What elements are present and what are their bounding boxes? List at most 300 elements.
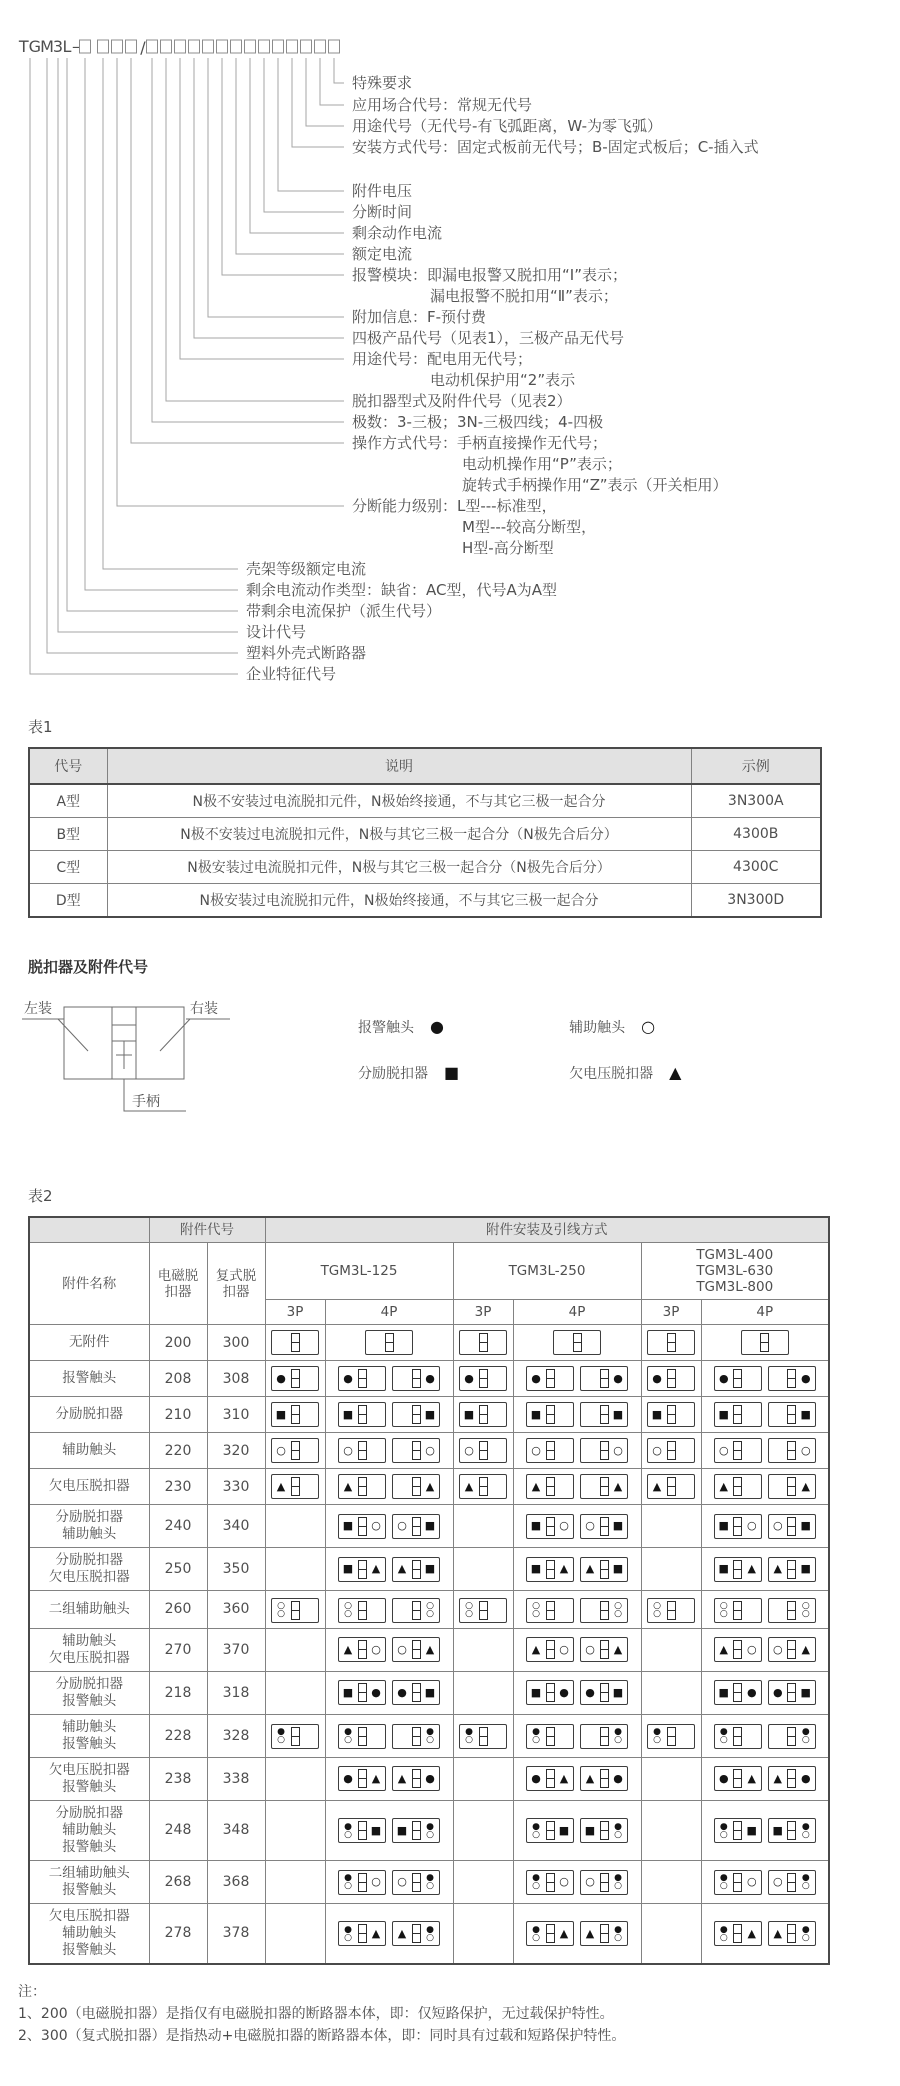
undervoltage-release-symbol: ▲ — [371, 1771, 381, 1785]
mini-breaker-diagram — [392, 1818, 440, 1843]
composite-code-cell: 370 — [207, 1628, 265, 1671]
mini-breaker-diagram — [392, 1637, 440, 1662]
breaker-handle-glyph — [733, 1517, 742, 1536]
mini-breaker-diagram — [459, 1330, 507, 1355]
diagram-group — [526, 1637, 628, 1662]
mini-breaker-diagram — [526, 1637, 574, 1662]
connector-line — [208, 58, 344, 317]
breaker-handle-glyph — [667, 1333, 676, 1352]
auxiliary-contact-symbol: ○ — [653, 1735, 661, 1746]
composite-code-cell: 348 — [207, 1800, 265, 1860]
auxiliary-contact-symbol: ○ — [614, 1881, 622, 1892]
p3-diagram-cell — [641, 1591, 701, 1629]
table2-row — [29, 1591, 829, 1629]
designation-label: 剩余动作电流 — [352, 224, 443, 242]
mini-breaker-diagram — [271, 1724, 319, 1749]
alarm-contact-symbol: ● — [614, 1821, 622, 1832]
diagram-group — [714, 1402, 816, 1427]
auxiliary-contact-symbol: ○ — [719, 1881, 728, 1892]
p3-diagram-cell — [453, 1433, 513, 1469]
shunt-release-symbol: ■ — [342, 1407, 354, 1421]
breaker-handle-glyph — [600, 1369, 609, 1388]
breaker-handle-glyph — [787, 1873, 796, 1892]
electromagnetic-code-cell: 218 — [149, 1671, 207, 1714]
designation-label: 用途代号（无代号-有飞弧距离，W-为零飞弧） — [352, 117, 663, 135]
undervoltage-release-symbol: ▲ — [585, 1562, 595, 1575]
breaker-handle-glyph — [600, 1769, 609, 1788]
p3-diagram-cell — [641, 1860, 701, 1903]
accessory-name-cell: 欠电压脱扣器 — [29, 1469, 149, 1505]
alarm-contact-symbol: ● — [614, 1873, 622, 1884]
diagram-group — [338, 1818, 440, 1843]
breaker-handle-glyph — [412, 1369, 421, 1388]
electromagnetic-code-cell: 220 — [149, 1433, 207, 1469]
alarm-contact-symbol: ● — [343, 1771, 353, 1785]
mini-breaker-diagram — [392, 1870, 440, 1895]
model-digit-box — [259, 40, 270, 53]
pole-count-header-3p: 3P — [265, 1300, 325, 1325]
designation-label: 极数：3-三极；3N-三极四线；4-四极 — [352, 413, 604, 431]
auxiliary-contact-symbol: ○ — [653, 1609, 661, 1619]
breaker-handle-glyph — [733, 1369, 742, 1388]
auxiliary-contact-symbol: ○ — [719, 1932, 728, 1943]
p3-diagram-cell — [453, 1757, 513, 1800]
mini-breaker-diagram — [338, 1818, 386, 1843]
breaker-handle-glyph — [667, 1405, 676, 1424]
p3-diagram-cell — [641, 1671, 701, 1714]
mini-breaker-diagram — [271, 1330, 319, 1355]
breaker-handle-glyph — [546, 1405, 555, 1424]
undervoltage-release-symbol: ▲ — [559, 1562, 569, 1575]
p3-diagram-cell — [265, 1361, 325, 1397]
p4-diagram-cell — [701, 1469, 829, 1505]
mini-breaker-diagram — [338, 1724, 386, 1749]
auxiliary-contact-symbol: ○ — [531, 1443, 541, 1457]
note-item: 2、300（复式脱扣器）是指热动+电磁脱扣器的断路器本体，即：同时具有过载和短路保护特性。 — [18, 2027, 626, 2044]
diagram-group — [714, 1680, 816, 1705]
p3-diagram-cell — [641, 1397, 701, 1433]
shunt-release-symbol: ■ — [530, 1685, 542, 1699]
auxiliary-contact-symbol: ○ — [772, 1875, 783, 1889]
auxiliary-contact-symbol: ○ — [746, 1642, 757, 1656]
designation-label: M型---较高分断型， — [462, 518, 597, 536]
auxiliary-contact-symbol: ○ — [559, 1642, 569, 1656]
connector-line — [264, 58, 344, 212]
diagram-group — [647, 1366, 695, 1391]
auxiliary-contact-symbol: ○ — [614, 1932, 622, 1943]
mini-breaker-diagram — [580, 1724, 628, 1749]
auxiliary-contact-symbol: ○ — [801, 1881, 810, 1892]
shunt-release-symbol: ■ — [463, 1407, 475, 1421]
shunt-release-symbol: ■ — [718, 1519, 729, 1532]
diagram-group — [271, 1366, 319, 1391]
accessory-name-cell: 欠电压脱扣器 辅助触头 报警触头 — [29, 1903, 149, 1964]
undervoltage-release-symbol: ▲ — [613, 1642, 623, 1656]
alarm-contact-symbol: ● — [532, 1727, 540, 1738]
accessory-name-cell: 报警触头 — [29, 1361, 149, 1397]
auxiliary-contact-symbol: ○ — [614, 1735, 622, 1746]
diagram-group — [338, 1402, 440, 1427]
breaker-handle-glyph — [412, 1727, 421, 1746]
p3-diagram-cell — [265, 1757, 325, 1800]
p3-diagram-cell — [453, 1860, 513, 1903]
auxiliary-contact-symbol: ○ — [613, 1443, 623, 1457]
breaker-handle-glyph — [358, 1769, 367, 1788]
alarm-contact-symbol: ● — [371, 1685, 381, 1699]
p4-diagram-cell — [513, 1548, 641, 1591]
p3-diagram-cell — [453, 1325, 513, 1361]
mini-breaker-diagram — [392, 1366, 440, 1391]
frame-size-header: TGM3L-250 — [453, 1243, 641, 1300]
p3-diagram-cell — [265, 1591, 325, 1629]
accessory-name-cell: 无附件 — [29, 1325, 149, 1361]
mini-breaker-diagram — [768, 1680, 816, 1705]
pole-count-header-4p: 4P — [701, 1300, 829, 1325]
shunt-release-symbol: ■ — [800, 1519, 811, 1532]
connector-line — [30, 58, 238, 674]
shunt-release-symbol: ■ — [558, 1823, 570, 1837]
undervoltage-release-symbol: ▲ — [801, 1642, 810, 1656]
model-prefix-char: L — [62, 37, 72, 56]
mini-breaker-diagram — [338, 1637, 386, 1662]
shunt-release-symbol: ■ — [530, 1562, 542, 1575]
electromagnetic-code-cell: 208 — [149, 1361, 207, 1397]
p4-diagram-cell — [513, 1469, 641, 1505]
p4-diagram-cell — [513, 1361, 641, 1397]
auxiliary-contact-symbol: ○ — [532, 1881, 540, 1892]
electromagnetic-code-cell: 230 — [149, 1469, 207, 1505]
connector-line — [180, 58, 344, 359]
accessory-name-cell: 分励脱扣器 辅助触头 报警触头 — [29, 1800, 149, 1860]
mini-breaker-diagram — [526, 1366, 574, 1391]
connector-line — [117, 58, 344, 506]
mini-breaker-diagram — [526, 1402, 574, 1427]
undervoltage-release-symbol: ▲ — [559, 1771, 569, 1785]
p3-diagram-cell — [265, 1433, 325, 1469]
model-dash: – — [72, 37, 80, 56]
auxiliary-contact-symbol: ○ — [277, 1609, 285, 1619]
table2-row — [29, 1325, 829, 1361]
notes-title: 注： — [18, 1983, 46, 2000]
accessory-name-header: 附件名称 — [29, 1243, 149, 1325]
mini-breaker-diagram — [580, 1474, 628, 1499]
designation-label: H型-高分断型 — [462, 539, 554, 557]
connector-line — [334, 58, 344, 83]
shunt-release-symbol: ■ — [424, 1407, 436, 1421]
p3-diagram-cell — [453, 1671, 513, 1714]
mini-breaker-diagram — [714, 1598, 762, 1623]
auxiliary-contact-symbol: ○ — [277, 1735, 285, 1746]
breaker-handle-glyph — [479, 1601, 488, 1620]
table1-column-header: 说明 — [107, 748, 691, 784]
table2-row — [29, 1397, 829, 1433]
diagram-group — [338, 1366, 440, 1391]
mini-breaker-diagram — [392, 1402, 440, 1427]
mini-breaker-diagram — [526, 1766, 574, 1791]
auxiliary-contact-symbol: ○ — [653, 1601, 661, 1611]
mini-breaker-diagram — [580, 1598, 628, 1623]
alarm-contact-symbol: ● — [532, 1873, 540, 1884]
diagram-group — [459, 1474, 507, 1499]
accessory-name-cell: 分励脱扣器 欠电压脱扣器 — [29, 1548, 149, 1591]
table2-row — [29, 1628, 829, 1671]
p4-diagram-cell — [513, 1433, 641, 1469]
p4-diagram-cell — [701, 1361, 829, 1397]
connector-line — [47, 58, 238, 653]
breaker-handle-glyph — [600, 1821, 609, 1840]
composite-code-cell: 350 — [207, 1548, 265, 1591]
breaker-handle-glyph — [412, 1640, 421, 1659]
diagram-group — [714, 1637, 816, 1662]
diagram-group — [714, 1724, 816, 1749]
breaker-handle-glyph — [787, 1601, 796, 1620]
mini-breaker-diagram — [459, 1724, 507, 1749]
mini-breaker-diagram — [271, 1598, 319, 1623]
designation-label: 脱扣器型式及附件代号（见表2） — [352, 392, 572, 410]
note-item: 1、200（电磁脱扣器）是指仅有电磁脱扣器的断路器本体，即：仅短路保护，无过载保护特性。 — [18, 2005, 614, 2022]
electromagnetic-code-cell: 250 — [149, 1548, 207, 1591]
accessory-name-cell: 分励脱扣器 — [29, 1397, 149, 1433]
breaker-handle-glyph — [733, 1405, 742, 1424]
mini-breaker-diagram — [714, 1366, 762, 1391]
table1-row — [29, 851, 821, 884]
diagram-group — [271, 1330, 319, 1355]
breaker-handle-glyph — [412, 1601, 421, 1620]
breaker-handle-glyph — [358, 1727, 367, 1746]
mini-breaker-diagram — [526, 1818, 574, 1843]
table1-header-row — [29, 748, 821, 784]
alarm-contact-symbol: ● — [614, 1727, 622, 1738]
table2-row — [29, 1361, 829, 1397]
shunt-release-symbol: ■ — [800, 1407, 811, 1421]
mini-breaker-diagram — [714, 1724, 762, 1749]
mini-breaker-diagram — [580, 1557, 628, 1582]
undervoltage-release-symbol: ▲ — [559, 1926, 569, 1940]
designation-label: 分断能力级别：L型---标准型， — [352, 497, 557, 515]
type-code-cell: C型 — [29, 851, 107, 884]
breaker-handle-glyph — [600, 1873, 609, 1892]
shunt-release-symbol: ■ — [718, 1407, 729, 1421]
shunt-release-symbol: ■ — [772, 1823, 783, 1837]
mini-breaker-diagram — [459, 1598, 507, 1623]
shunt-release-symbol: ■ — [396, 1823, 408, 1837]
breaker-handle-glyph — [291, 1441, 300, 1460]
undervoltage-release-symbol-icon: ▲ — [669, 1063, 682, 1082]
shunt-release-symbol: ■ — [424, 1685, 436, 1699]
symbol-legend — [358, 1017, 681, 1083]
breaker-handle-glyph — [733, 1873, 742, 1892]
shunt-release-symbol: ■ — [746, 1823, 757, 1837]
breaker-handle-glyph — [667, 1441, 676, 1460]
mini-breaker-diagram — [647, 1438, 695, 1463]
auxiliary-contact-symbol: ○ — [464, 1443, 474, 1457]
auxiliary-contact-symbol: ○ — [772, 1642, 783, 1656]
auxiliary-contact-symbol: ○ — [426, 1609, 434, 1619]
diagram-group — [647, 1474, 695, 1499]
diagram-group — [526, 1921, 628, 1946]
model-digit-box — [112, 40, 123, 53]
accessory-name-cell: 二组辅助触头 — [29, 1591, 149, 1629]
mini-breaker-diagram — [338, 1557, 386, 1582]
diagram-group — [338, 1474, 440, 1499]
accessory-section-heading: 脱扣器及附件代号 — [28, 958, 149, 976]
diagram-group — [714, 1474, 816, 1499]
breaker-handle-glyph — [412, 1873, 421, 1892]
undervoltage-release-symbol: ▲ — [464, 1479, 474, 1493]
auxiliary-contact-symbol-icon: ○ — [641, 1017, 656, 1036]
undervoltage-release-symbol: ▲ — [585, 1771, 595, 1785]
diagram-group — [459, 1402, 507, 1427]
auxiliary-contact-symbol: ○ — [746, 1875, 757, 1889]
composite-code-cell: 300 — [207, 1325, 265, 1361]
model-digit-box — [126, 40, 137, 53]
p4-diagram-cell — [513, 1903, 641, 1964]
breaker-handle-glyph — [412, 1477, 421, 1496]
mini-breaker-diagram — [526, 1438, 574, 1463]
auxiliary-contact-symbol: ○ — [343, 1443, 353, 1457]
mini-breaker-diagram — [714, 1557, 762, 1582]
handle-label: 手柄 — [132, 1094, 160, 1110]
undervoltage-release-symbol: ▲ — [371, 1562, 381, 1575]
alarm-contact-symbol: ● — [344, 1727, 352, 1738]
model-digit-box — [231, 40, 242, 53]
breaker-handle-glyph — [787, 1517, 796, 1536]
diagram-group — [714, 1766, 816, 1791]
table2-row — [29, 1433, 829, 1469]
undervoltage-release-symbol: ▲ — [425, 1642, 435, 1656]
mini-breaker-diagram — [768, 1402, 816, 1427]
breaker-handle-glyph — [479, 1333, 488, 1352]
auxiliary-contact-symbol: ○ — [425, 1443, 435, 1457]
mini-breaker-diagram — [580, 1438, 628, 1463]
alarm-contact-symbol: ● — [719, 1821, 728, 1832]
undervoltage-release-symbol: ▲ — [531, 1479, 541, 1493]
diagram-group — [714, 1818, 816, 1843]
model-prefix-char: TG — [18, 37, 42, 56]
breaker-handle-glyph — [733, 1640, 742, 1659]
designation-label: 安装方式代号：固定式板前无代号；B-固定式板后；C-插入式 — [352, 138, 759, 156]
breaker-handle-glyph — [787, 1924, 796, 1943]
breaker-handle-glyph — [358, 1683, 367, 1702]
auxiliary-contact-symbol: ○ — [371, 1519, 381, 1532]
composite-code-cell: 340 — [207, 1505, 265, 1548]
p3-diagram-cell — [265, 1671, 325, 1714]
undervoltage-release-symbol: ▲ — [801, 1479, 810, 1493]
breaker-handle-glyph — [600, 1683, 609, 1702]
mini-breaker-diagram — [338, 1402, 386, 1427]
p4-diagram-cell — [513, 1671, 641, 1714]
shunt-release-symbol: ■ — [530, 1407, 542, 1421]
designation-label: 特殊要求 — [352, 74, 413, 92]
connector-line — [194, 58, 344, 338]
breaker-handle-glyph — [600, 1727, 609, 1746]
breaker-handle-glyph — [600, 1441, 609, 1460]
p4-diagram-cell — [701, 1671, 829, 1714]
model-digit-box — [329, 40, 340, 53]
mini-breaker-diagram — [768, 1724, 816, 1749]
alarm-contact-symbol: ● — [585, 1685, 595, 1699]
breaker-handle-glyph — [358, 1477, 367, 1496]
electromagnetic-code-cell: 228 — [149, 1714, 207, 1757]
p3-diagram-cell — [265, 1397, 325, 1433]
connector-line — [131, 58, 344, 443]
auxiliary-contact-symbol: ○ — [585, 1519, 595, 1532]
table2-header-row2 — [29, 1243, 829, 1300]
breaker-handle-glyph — [358, 1924, 367, 1943]
undervoltage-release-symbol: ▲ — [652, 1479, 662, 1493]
undervoltage-release-symbol: ▲ — [343, 1642, 353, 1656]
composite-code-cell: 378 — [207, 1903, 265, 1964]
breaker-handle-glyph — [479, 1727, 488, 1746]
diagram-group — [714, 1598, 816, 1623]
model-digit-box — [217, 40, 228, 53]
shunt-release-symbol: ■ — [800, 1685, 811, 1699]
breaker-handle-glyph — [546, 1640, 555, 1659]
diagram-group — [526, 1514, 628, 1539]
undervoltage-release-symbol: ▲ — [585, 1926, 595, 1940]
mini-breaker-diagram — [647, 1474, 695, 1499]
mini-breaker-diagram — [338, 1598, 386, 1623]
auxiliary-contact-symbol: ○ — [397, 1642, 407, 1656]
shunt-release-symbol: ■ — [612, 1562, 624, 1575]
mini-breaker-diagram — [553, 1330, 601, 1355]
model-designation-diagram — [0, 0, 900, 698]
breaker-handle-glyph — [733, 1727, 742, 1746]
model-digit-box — [287, 40, 298, 53]
breaker-handle-glyph — [546, 1821, 555, 1840]
mini-breaker-diagram — [714, 1818, 762, 1843]
mini-breaker-diagram — [392, 1724, 440, 1749]
breaker-handle-glyph — [546, 1441, 555, 1460]
auxiliary-contact-symbol: ○ — [344, 1932, 352, 1943]
model-digit-box — [80, 40, 91, 53]
breaker-handle-glyph — [760, 1333, 769, 1352]
auxiliary-contact-symbol: ○ — [719, 1829, 728, 1840]
mini-breaker-diagram — [271, 1438, 319, 1463]
auxiliary-contact-symbol: ○ — [532, 1829, 540, 1840]
pole-count-header-3p: 3P — [641, 1300, 701, 1325]
alarm-contact-symbol: ● — [801, 1821, 810, 1832]
mini-breaker-diagram — [768, 1598, 816, 1623]
p4-diagram-cell — [701, 1397, 829, 1433]
right-pointer-line — [160, 1019, 190, 1051]
alarm-contact-symbol-icon: ● — [430, 1017, 444, 1036]
mini-breaker-diagram — [768, 1474, 816, 1499]
breaker-handle-glyph — [667, 1601, 676, 1620]
composite-code-cell: 318 — [207, 1671, 265, 1714]
auxiliary-contact-symbol: ○ — [426, 1829, 434, 1840]
shunt-release-symbol: ■ — [718, 1685, 729, 1699]
mini-breaker-diagram — [392, 1766, 440, 1791]
p4-diagram-cell — [701, 1548, 829, 1591]
electromagnetic-code-cell: 260 — [149, 1591, 207, 1629]
mini-breaker-diagram — [392, 1921, 440, 1946]
designation-label: 应用场合代号：常规无代号 — [352, 96, 533, 114]
auxiliary-contact-symbol: ○ — [614, 1609, 622, 1619]
designation-label: 塑料外壳式断路器 — [246, 644, 367, 662]
mini-breaker-diagram — [526, 1598, 574, 1623]
table2-row — [29, 1469, 829, 1505]
breaker-handle-glyph — [358, 1601, 367, 1620]
auxiliary-contact-symbol: ○ — [465, 1601, 473, 1611]
table1-row — [29, 818, 821, 851]
mini-breaker-diagram — [338, 1921, 386, 1946]
table2-row — [29, 1860, 829, 1903]
auxiliary-contact-symbol: ○ — [652, 1443, 662, 1457]
breaker-handle-glyph — [291, 1477, 300, 1496]
mini-breaker-diagram — [580, 1680, 628, 1705]
composite-code-cell: 338 — [207, 1757, 265, 1800]
